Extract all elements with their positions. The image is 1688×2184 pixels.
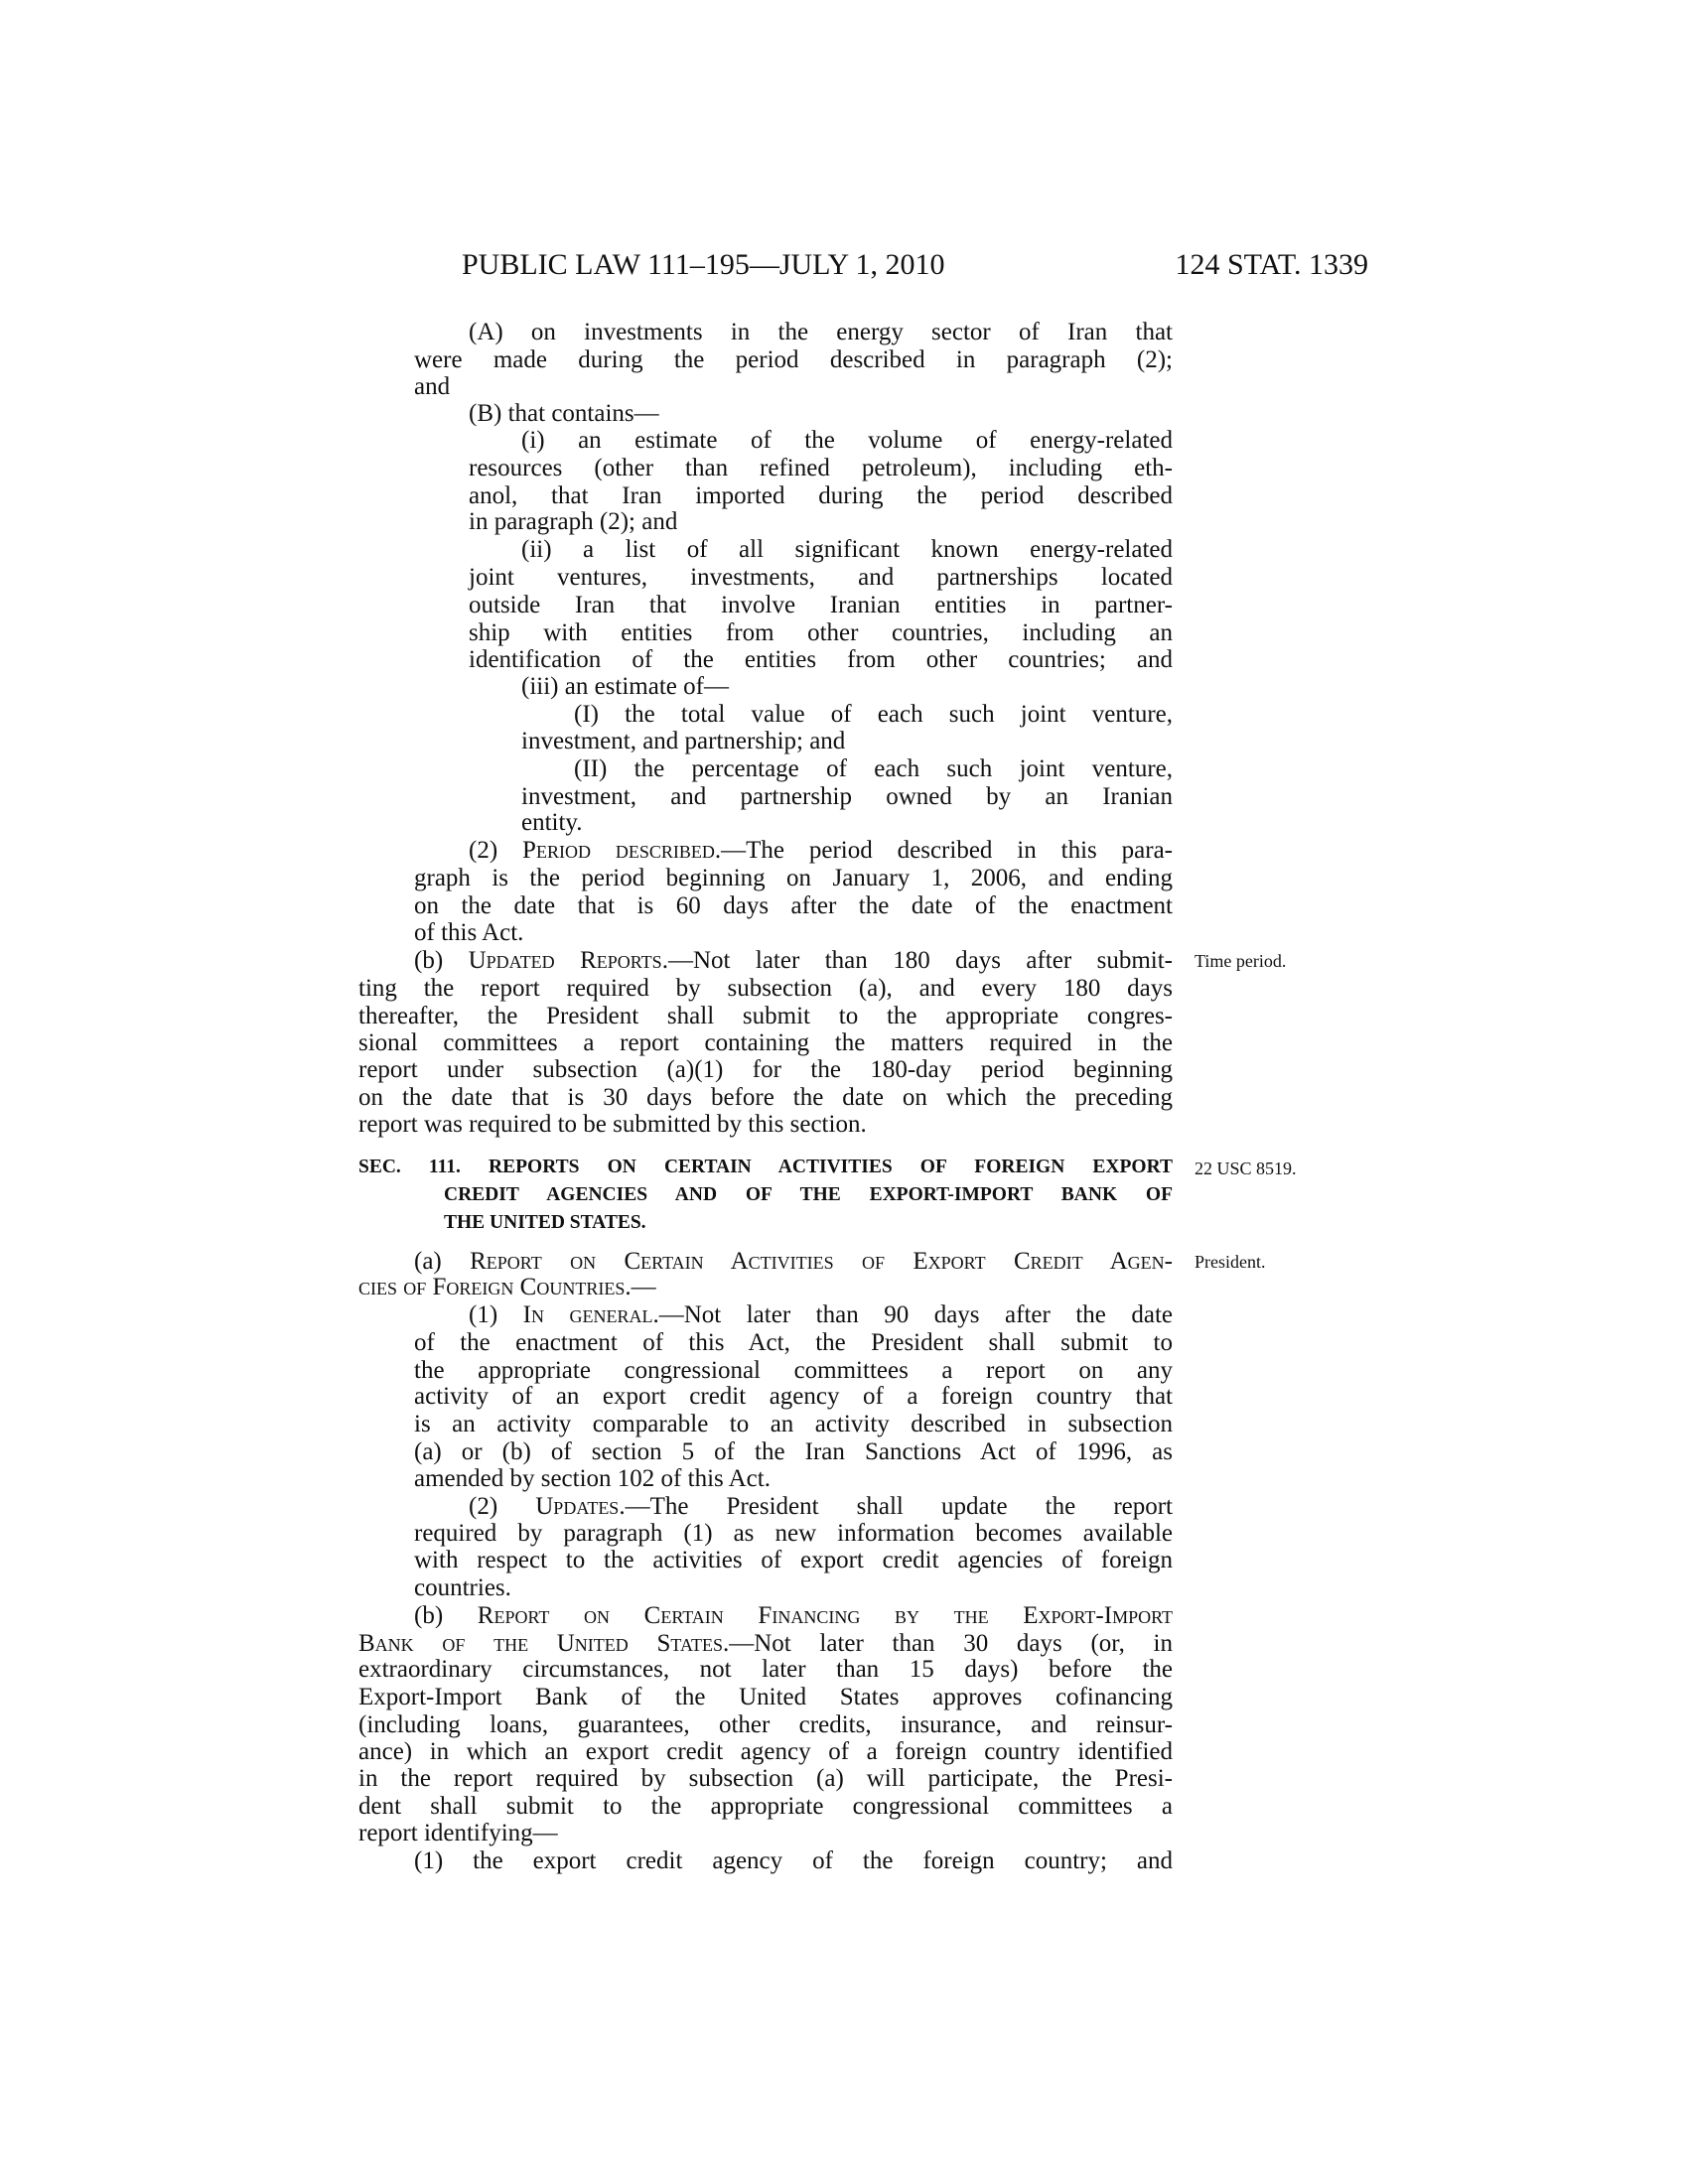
text-line <box>469 837 1173 865</box>
text-segment: entity. <box>521 809 583 836</box>
text-segment: ting the report required by subsection (a), and every 180 days <box>358 975 1173 1002</box>
text-segment: thereafter, the President shall submit to the appropriate congres- <box>358 1003 1173 1029</box>
margin-note-time-period: Time period. <box>1195 951 1287 971</box>
margin-note-president: President. <box>1195 1252 1266 1272</box>
text-line <box>574 755 1173 783</box>
text-line <box>469 1301 1173 1329</box>
text-line <box>469 619 1173 647</box>
text-segment: identification of the entities from other countries; and <box>469 646 1173 673</box>
text-segment: (a) or (b) of section 5 of the Iran Sanctions Act of 1996, as <box>414 1438 1173 1465</box>
text-segment: (i) an estimate of the volume of energy-related <box>521 427 1173 454</box>
text-segment: ship with entities from other countries, including an <box>469 619 1173 646</box>
text-line <box>358 1656 1173 1684</box>
text-line <box>414 1602 1173 1630</box>
text-segment: joint ventures, investments, and partnerships located <box>469 564 1173 591</box>
text-line <box>469 1493 1173 1521</box>
text-line <box>414 892 1173 920</box>
text-line <box>469 319 1173 346</box>
small-caps-heading: Report on Certain Activities of Export Credit Agen- <box>470 1248 1173 1275</box>
text-segment: (B) that contains— <box>469 400 659 427</box>
text-line <box>521 809 1173 837</box>
text-line <box>469 400 1173 428</box>
text-segment: the appropriate congressional committees a report on any <box>414 1357 1173 1384</box>
text-line <box>358 1056 1173 1084</box>
text-segment: (1) the export credit agency of the foreign country; and <box>414 1847 1173 1874</box>
text-segment: Export-Import Bank of the United States approves cofinancing <box>358 1684 1173 1710</box>
text-line <box>414 1520 1173 1548</box>
small-caps-heading: Report on Certain Financing by the Export-Import <box>477 1602 1173 1629</box>
text-line <box>358 1820 1173 1847</box>
text-segment: is an activity comparable to an activity described in subsection <box>414 1411 1173 1437</box>
text-line <box>358 1684 1173 1711</box>
text-segment: —Not later than 90 days after the date <box>658 1301 1174 1328</box>
text-line <box>469 646 1173 674</box>
text-line <box>521 427 1173 455</box>
text-line <box>414 1383 1173 1411</box>
text-line <box>469 564 1173 592</box>
small-caps-heading: In general. <box>522 1301 659 1328</box>
text-segment: sional committees a report containing the matters required in the <box>358 1029 1173 1056</box>
text-line <box>414 373 1173 401</box>
text-line <box>358 1029 1173 1057</box>
text-line <box>358 1711 1173 1739</box>
text-segment: (b) <box>414 947 469 974</box>
text-line <box>414 1248 1173 1276</box>
text-segment: —Not later than 30 days (or, in <box>729 1630 1173 1657</box>
section-heading-line <box>444 1209 1173 1237</box>
small-caps-heading: Period described. <box>522 837 722 864</box>
text-line <box>469 592 1173 619</box>
small-caps-heading: cies of Foreign Countries. <box>358 1274 632 1300</box>
text-line <box>414 1438 1173 1466</box>
running-header-title: PUBLIC LAW 111–195—JULY 1, 2010 <box>462 248 945 281</box>
text-segment: investment, and partnership owned by an Iranian <box>521 783 1173 810</box>
text-line <box>574 701 1173 729</box>
text-segment: (1) <box>469 1301 523 1328</box>
text-segment: dent shall submit to the appropriate congressional committees a <box>358 1793 1173 1820</box>
text-segment: (2) <box>469 837 523 864</box>
text-segment: required by paragraph (1) as new information becomes available <box>414 1520 1173 1547</box>
text-line <box>469 508 1173 536</box>
text-segment: CREDIT AGENCIES AND OF THE EXPORT-IMPORT BANK OF <box>444 1184 1173 1205</box>
text-line <box>469 455 1173 482</box>
text-line <box>521 536 1173 564</box>
text-line <box>414 346 1173 374</box>
text-segment: report was required to be submitted by this section. <box>358 1111 867 1138</box>
text-line <box>414 1465 1173 1493</box>
small-caps-heading: Updates. <box>535 1493 626 1520</box>
text-segment: in paragraph (2); and <box>469 508 678 535</box>
text-segment: amended by section 102 of this Act. <box>414 1465 771 1492</box>
text-segment: (including loans, guarantees, other credits, insurance, and reinsur- <box>358 1711 1173 1738</box>
text-line <box>358 1793 1173 1821</box>
text-segment: with respect to the activities of export credit agencies of foreign <box>414 1547 1173 1573</box>
text-segment: (b) <box>414 1602 478 1629</box>
text-segment: anol, that Iran imported during the period described <box>469 482 1173 509</box>
page-number: 124 STAT. 1339 <box>1175 248 1368 281</box>
text-segment: in the report required by subsection (a) will participate, the Presi- <box>358 1765 1173 1792</box>
text-segment: report identifying— <box>358 1820 558 1846</box>
text-segment: investment, and partnership; and <box>521 728 846 754</box>
text-segment: — <box>631 1274 656 1300</box>
text-segment: —The President shall update the report <box>625 1493 1174 1520</box>
text-segment: SEC. 111. REPORTS ON CERTAIN ACTIVITIES OF FOREIGN EXPORT <box>358 1157 1173 1177</box>
text-segment: report under subsection (a)(1) for the 180-day period beginning <box>358 1056 1173 1083</box>
text-segment: (II) the percentage of each such joint venture, <box>574 755 1173 782</box>
section-heading-line <box>358 1154 1173 1181</box>
text-line <box>521 783 1173 811</box>
text-segment: extraordinary circumstances, not later than 15 days) before the <box>358 1656 1173 1683</box>
text-segment: on the date that is 30 days before the date on which the preceding <box>358 1084 1173 1111</box>
text-line <box>414 1357 1173 1385</box>
small-caps-heading: Updated Reports. <box>468 947 668 974</box>
text-segment: countries. <box>414 1574 511 1601</box>
text-line <box>358 1274 1173 1301</box>
text-line <box>469 482 1173 510</box>
text-segment: outside Iran that involve Iranian entities in partner- <box>469 592 1173 618</box>
text-line <box>358 1003 1173 1030</box>
text-segment: of this Act. <box>414 919 524 946</box>
text-line <box>414 1329 1173 1357</box>
text-line <box>358 1111 1173 1139</box>
text-line <box>358 975 1173 1003</box>
text-segment: (A) on investments in the energy sector of Iran that <box>469 319 1173 345</box>
text-line <box>414 1574 1173 1602</box>
text-segment: (a) <box>414 1248 471 1275</box>
text-segment: —Not later than 180 days after submit- <box>667 947 1173 974</box>
text-segment: were made during the period described in paragraph (2); <box>414 346 1173 373</box>
text-line <box>414 947 1173 975</box>
text-segment: activity of an export credit agency of a foreign country that <box>414 1383 1173 1410</box>
text-line <box>358 1084 1173 1112</box>
text-line <box>358 1630 1173 1658</box>
text-line <box>358 1738 1173 1766</box>
text-segment: (iii) an estimate of— <box>521 673 729 700</box>
small-caps-heading: Bank of the United States. <box>358 1630 730 1657</box>
margin-note-usc-citation: 22 USC 8519. <box>1195 1159 1297 1178</box>
text-segment: graph is the period beginning on January 1, 2006, and ending <box>414 865 1173 891</box>
text-line <box>414 1547 1173 1574</box>
text-segment: of the enactment of this Act, the President shall submit to <box>414 1329 1173 1356</box>
text-line <box>521 728 1173 755</box>
text-segment: on the date that is 60 days after the date of the enactment <box>414 892 1173 919</box>
text-segment: (2) <box>469 1493 536 1520</box>
text-line <box>414 1847 1173 1875</box>
text-line <box>521 673 1173 701</box>
section-heading-line <box>444 1181 1173 1209</box>
text-segment: resources (other than refined petroleum), including eth- <box>469 455 1173 481</box>
text-line <box>414 865 1173 892</box>
text-line <box>414 919 1173 947</box>
text-segment: THE UNITED STATES. <box>444 1212 646 1233</box>
text-segment: (I) the total value of each such joint venture, <box>574 701 1173 728</box>
text-segment: —The period described in this para- <box>721 837 1173 864</box>
text-line <box>414 1411 1173 1438</box>
text-segment: ance) in which an export credit agency of a foreign country identified <box>358 1738 1173 1765</box>
text-segment: and <box>414 373 451 400</box>
text-line <box>358 1765 1173 1793</box>
text-segment: (ii) a list of all significant known energy-related <box>521 536 1173 563</box>
